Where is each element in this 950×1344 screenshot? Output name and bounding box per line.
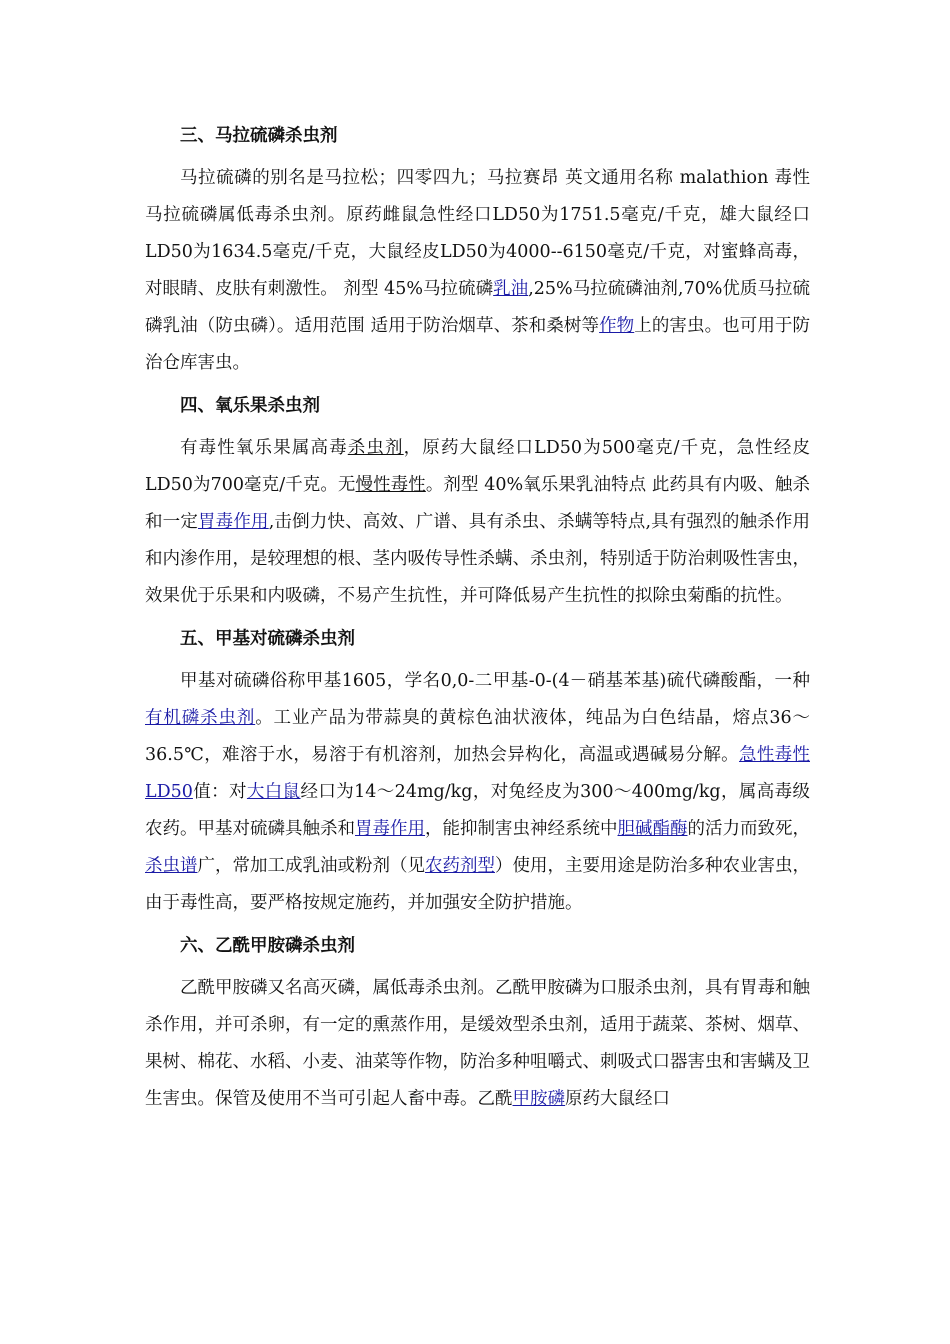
text-run: 的活力而致死， (687, 819, 810, 839)
document-page (145, 112, 810, 1123)
hyperlink[interactable]: 大白鼠 (246, 782, 301, 802)
text-run: 有毒性氧乐果属高毒 (180, 438, 348, 458)
hyperlink[interactable]: 杀虫谱 (145, 856, 198, 876)
section-body (145, 970, 810, 1118)
section-methyl-parathion (145, 621, 810, 922)
hyperlink[interactable]: 农药剂型 (425, 856, 495, 876)
underlined-text: 慢性毒性 (355, 475, 426, 495)
section-body (145, 160, 810, 382)
text-run: ，原药大鼠经口LD50为500毫克/千克，急性经皮LD50为700毫克/千克。无 (145, 438, 811, 495)
section-heading: 六、乙酰甲胺磷杀虫剂 (180, 936, 355, 956)
text-run: 乙酰甲胺磷又名高灭磷，属低毒杀虫剂。乙酰甲胺磷为口服杀虫剂，具有胃毒和触杀作用，并可杀卵，有一定的熏蒸作用，是缓效型杀虫剂，适用于蔬菜、茶树、烟草、果树、棉花、水稻、小麦、油菜等作物，防治多种咀嚼式、刺吸式口器害虫和害螨及卫生害虫。保管及使用不当可引起人畜中毒。乙酰 (145, 978, 810, 1109)
text-run: 广，常加工成乳油或粉剂（见 (197, 856, 425, 876)
hyperlink[interactable]: 胆碱酯酶 (617, 819, 688, 839)
text-run: 马拉硫磷的别名是马拉松；四零四九；马拉赛昂 英文通用名称 malathion 毒性 马拉硫磷属低毒杀虫剂。原药雌鼠急性经口LD50为1751.5毫克/千克，雄大鼠经口LD50为1634.5毫克/千克，大鼠经皮LD50为4000--6150毫克/千克，对蜜蜂高毒，对眼睛、皮肤有刺激性。 剂型 45%马拉硫磷 (145, 168, 810, 299)
text-run: 值：对 (192, 782, 247, 802)
hyperlink[interactable]: 乳油 (493, 279, 529, 299)
hyperlink[interactable]: 作物 (599, 316, 635, 336)
text-run: ）使用，主要用途是防治多种农业害虫，由于毒性高，要严格按规定施药，并加强安全防护措施。 (145, 856, 810, 913)
text-run: ，能抑制害虫神经系统中 (425, 819, 618, 839)
hyperlink[interactable]: 有机磷杀虫剂 (145, 708, 256, 728)
text-run: ,25%马拉硫磷油剂,70%优质马拉硫磷乳油（防虫磷）。适用范围 适用于防治烟草、茶和桑树等 (145, 279, 810, 336)
section-body (145, 663, 810, 922)
underlined-text: 杀虫剂 (347, 438, 404, 458)
text-run: 甲基对硫磷俗称甲基1605，学名0,0-二甲基-0-(4－硝基苯基)硫代磷酸酯，一种 (180, 671, 810, 691)
section-heading: 四、氧乐果杀虫剂 (180, 396, 320, 416)
text-run: 。工业产品为带蒜臭的黄棕色油状液体，纯品为白色结晶，熔点36～36.5℃，难溶于水，易溶于有机溶剂，加热会异构化，高温或遇碱易分解。 (145, 708, 810, 765)
text-run: 。剂型 40%氧乐果乳油特点 此药具有内吸、触杀和一定 (145, 475, 811, 532)
text-run: 原药大鼠经口 (565, 1089, 670, 1109)
section-body (145, 430, 810, 615)
hyperlink[interactable]: 急性毒性LD50 (145, 745, 810, 802)
section-omethoate (145, 388, 810, 615)
section-heading: 五、甲基对硫磷杀虫剂 (180, 629, 355, 649)
hyperlink[interactable]: 胃毒作用 (355, 819, 425, 839)
text-run: ,击倒力快、高效、广谱、具有杀虫、杀螨等特点,具有强烈的触杀作用和内渗作用，是较理想的根、茎内吸传导性杀螨、杀虫剂，特别适于防治刺吸性害虫，效果优于乐果和内吸磷，不易产生抗性，并可降低易产生抗性的拟除虫菊酯的抗性。 (145, 512, 811, 606)
hyperlink[interactable]: 甲胺磷 (512, 1089, 565, 1109)
section-acephate (145, 928, 810, 1118)
section-malathion (145, 118, 810, 382)
section-heading: 三、马拉硫磷杀虫剂 (180, 126, 338, 146)
text-run: 经口为14～24mg/kg，对兔经皮为300～400mg/kg，属高毒级农药。甲基对硫磷具触杀和 (145, 782, 810, 839)
hyperlink[interactable]: 胃毒作用 (198, 512, 269, 532)
text-run: 上的害虫。也可用于防治仓库害虫。 (145, 316, 811, 373)
